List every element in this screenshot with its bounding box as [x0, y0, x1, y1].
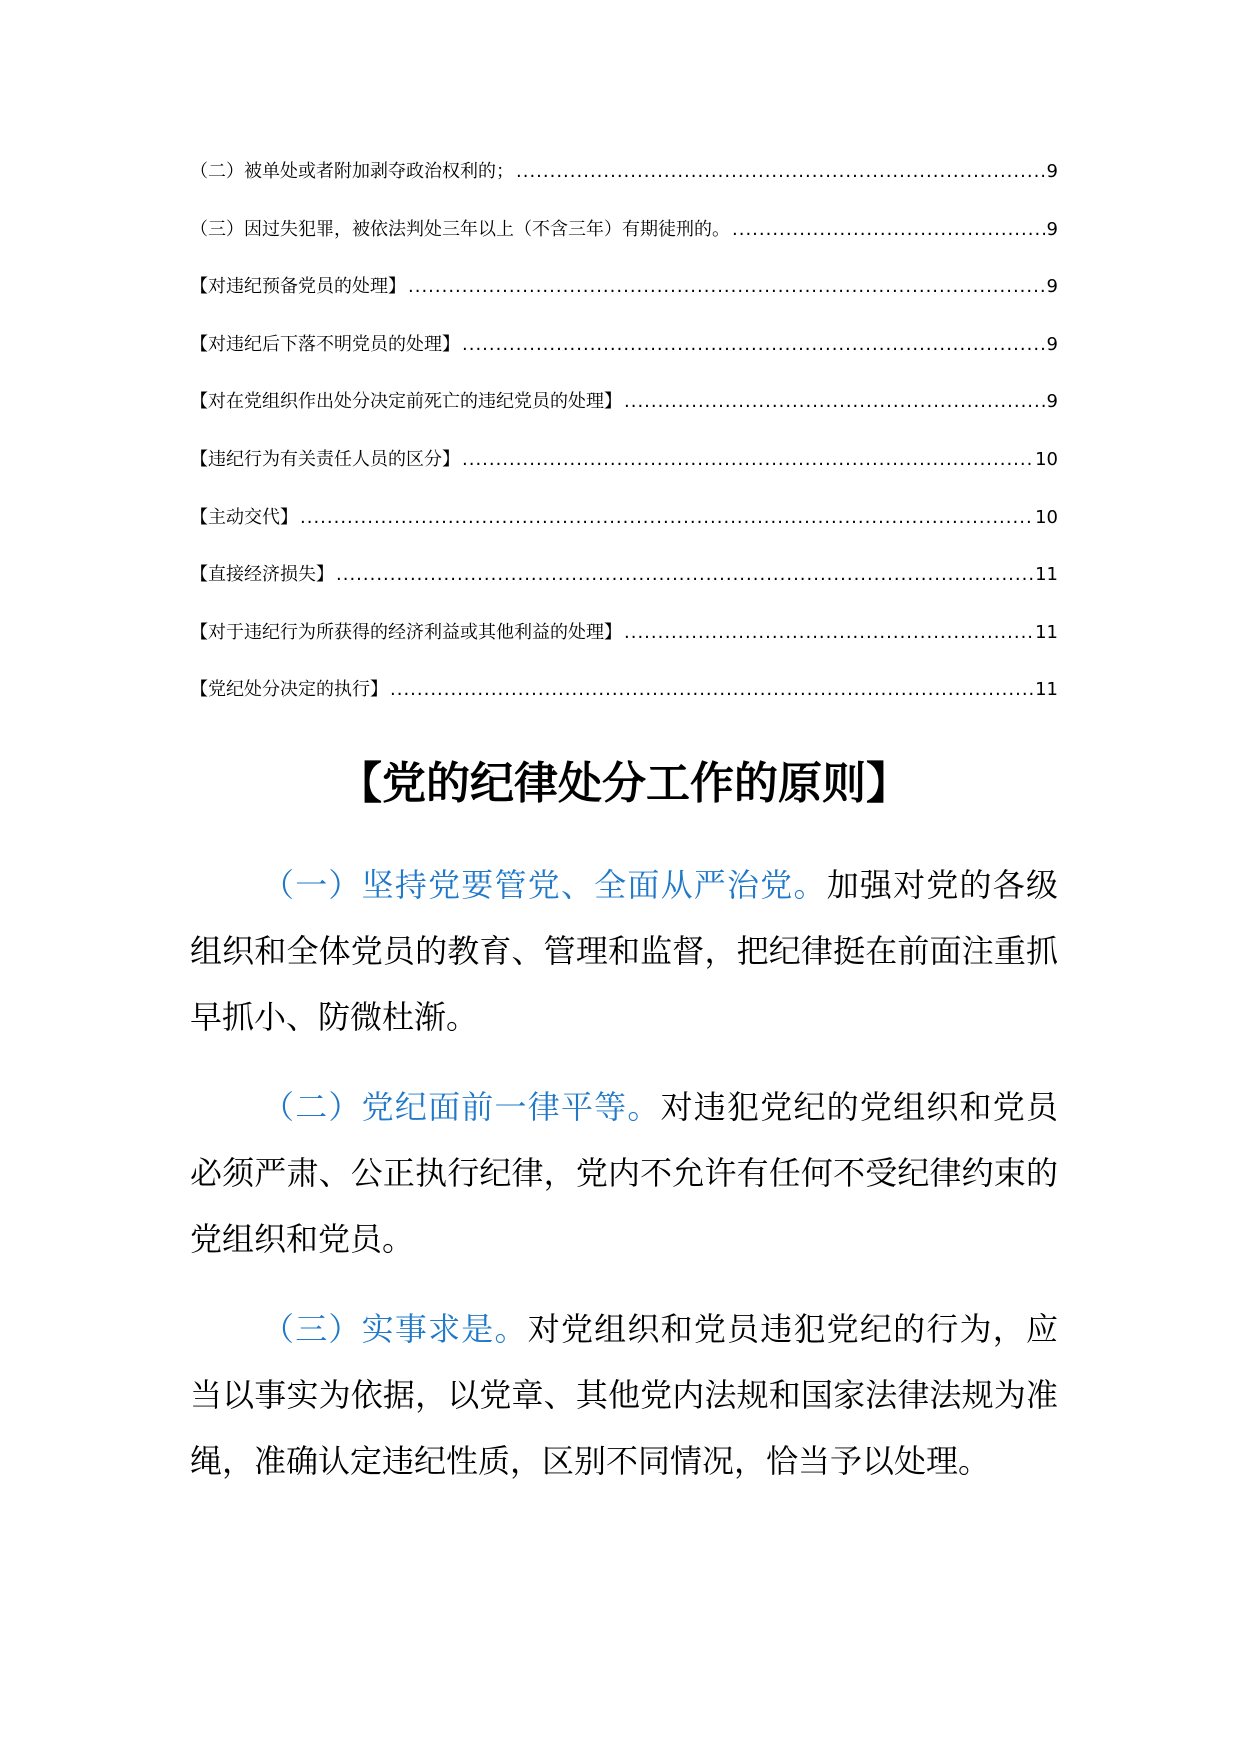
toc-entry-title: 【对于违纪行为所获得的经济利益或其他利益的处理】 [190, 621, 622, 643]
toc-page-number: 9 [1046, 333, 1058, 355]
toc-entry-title: （三）因过失犯罪，被依法判处三年以上（不含三年）有期徒刑的。 [190, 218, 730, 240]
toc-entry[interactable] [190, 563, 1058, 621]
toc-page-number: 11 [1035, 564, 1058, 586]
toc-entry-title: 【党纪处分决定的执行】 [190, 679, 388, 701]
toc-page-number: 11 [1035, 621, 1058, 643]
principle-text: 加强对党的各级组织和全体党员的教育、管理和监督，把纪律挺在前面注重抓早抓小、防微杜渐。 [190, 866, 1058, 1036]
toc-dot-leader [408, 275, 1045, 299]
toc-dot-leader [390, 678, 1033, 702]
toc-entry[interactable] [190, 160, 1058, 218]
toc-entry[interactable] [190, 275, 1058, 333]
principle-text: 对违犯党纪的党组织和党员必须严肃、公正执行纪律，党内不允许有任何不受纪律约束的党组织和党员。 [190, 1088, 1058, 1258]
toc-entry[interactable] [190, 218, 1058, 276]
toc-entry[interactable] [190, 678, 1058, 736]
principle-text: 对党组织和党员违犯党纪的行为，应当以事实为依据，以党章、其他党内法规和国家法律法规为准绳，准确认定违纪性质，区别不同情况，恰当予以处理。 [190, 1310, 1058, 1480]
toc-entry[interactable] [190, 390, 1058, 448]
toc-page-number: 9 [1046, 276, 1058, 298]
toc-dot-leader [300, 506, 1033, 530]
toc-entry-title: 【对违纪后下落不明党员的处理】 [190, 333, 460, 355]
toc-dot-leader [624, 621, 1033, 645]
toc-page-number: 11 [1035, 679, 1058, 701]
toc-entry-title: （二）被单处或者附加剥夺政治权利的； [190, 161, 514, 182]
toc-entry-title: 【对违纪预备党员的处理】 [190, 276, 406, 298]
toc-entry-title: 【主动交代】 [190, 506, 298, 528]
toc-entry-title: 【对在党组织作出处分决定前死亡的违纪党员的处理】 [190, 391, 622, 413]
section-heading: 【党的纪律处分工作的原则】 [338, 758, 910, 809]
toc-page-number: 10 [1035, 506, 1058, 528]
toc-entry-title: 【直接经济损失】 [190, 564, 334, 586]
toc-entry[interactable] [190, 621, 1058, 679]
toc-entry-title: 【违纪行为有关责任人员的区分】 [190, 448, 460, 470]
principles-body [190, 852, 1058, 1518]
toc-dot-leader [462, 333, 1045, 357]
toc-dot-leader [516, 160, 1045, 184]
toc-dot-leader [336, 563, 1033, 587]
toc-page-number: 9 [1046, 218, 1058, 240]
principle-lead: （三）实事求是。 [262, 1310, 528, 1348]
toc-dot-leader [732, 218, 1045, 242]
toc-dot-leader [624, 390, 1045, 414]
principle-lead: （二）党纪面前一律平等。 [262, 1088, 661, 1126]
toc-page-number: 9 [1046, 391, 1058, 413]
principle-lead: （一）坚持党要管党、全面从严治党。 [262, 866, 827, 904]
principle-paragraph [190, 1074, 1058, 1272]
toc-page-number: 10 [1035, 448, 1058, 470]
toc-page-number: 9 [1046, 161, 1058, 182]
principle-paragraph [190, 1296, 1058, 1494]
toc-dot-leader [462, 448, 1033, 472]
toc-entry[interactable] [190, 506, 1058, 564]
toc-entry[interactable] [190, 333, 1058, 391]
table-of-contents [190, 160, 1058, 736]
principle-paragraph [190, 852, 1058, 1050]
toc-entry[interactable] [190, 448, 1058, 506]
